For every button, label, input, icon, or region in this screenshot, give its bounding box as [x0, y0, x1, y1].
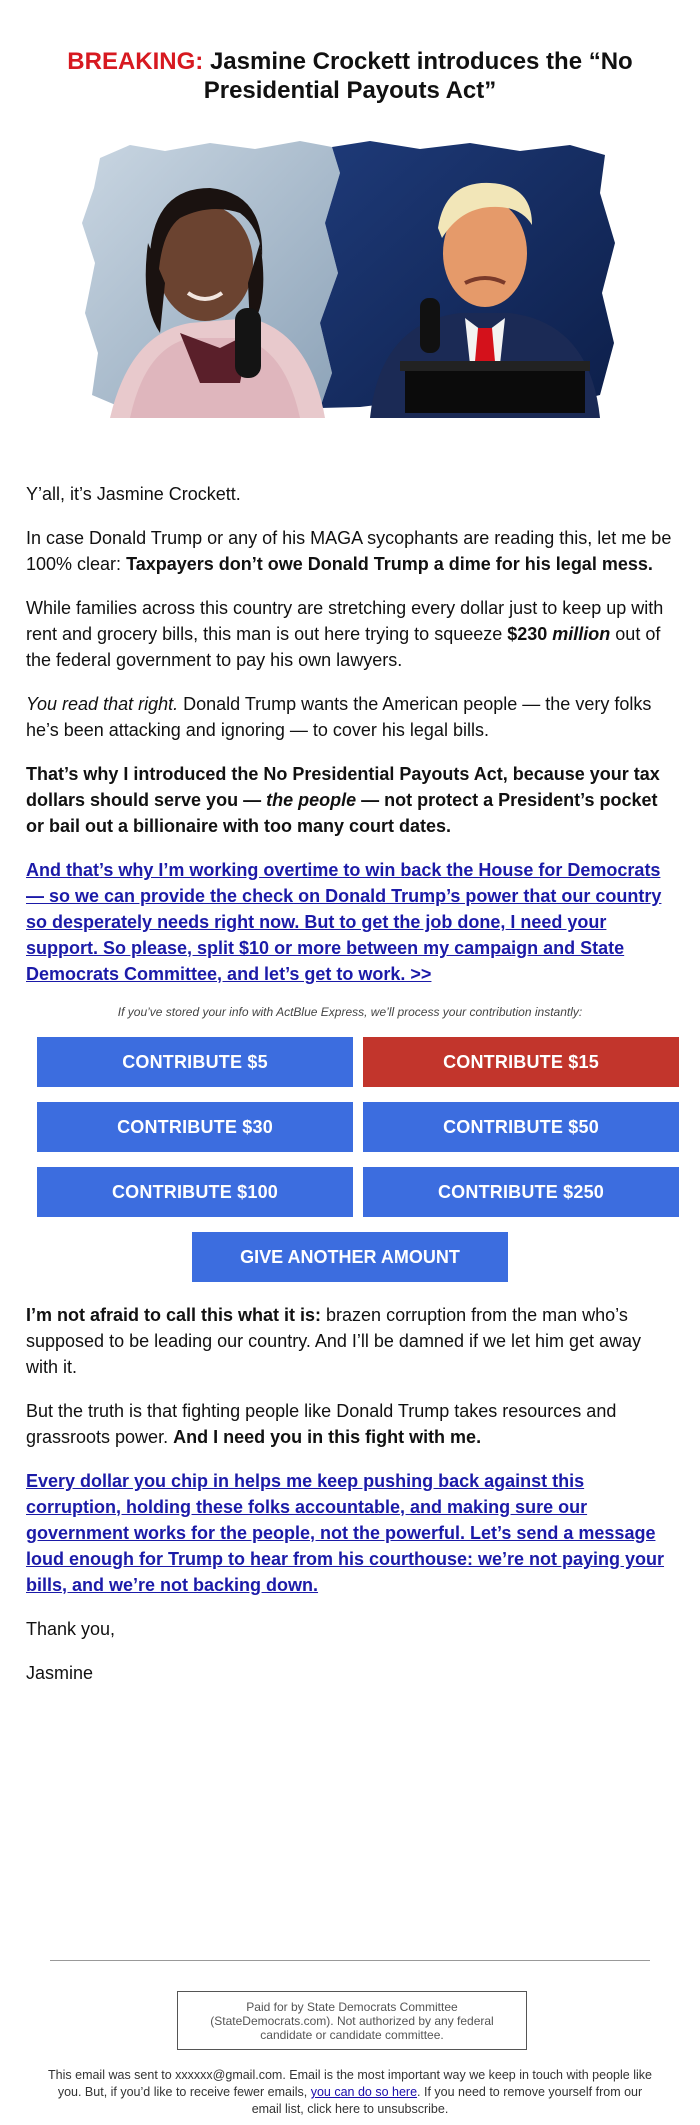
contribute-50-button[interactable]: CONTRIBUTE $50	[363, 1102, 679, 1152]
contribute-250-button[interactable]: CONTRIBUTE $250	[363, 1167, 679, 1217]
paragraph-clear-bold: Taxpayers don’t owe Donald Trump a dime for his legal mess.	[126, 554, 653, 574]
paragraph-act-people: the people	[266, 790, 357, 810]
actblue-note: If you’ve stored your info with ActBlue Express, we’ll process your contribution instantly:	[117, 1005, 583, 1019]
hero-collage	[70, 133, 630, 423]
paragraph-house-link	[26, 857, 674, 987]
paragraph-act-a: That’s why I introduced the No Presidential Payouts Act, because your tax dollars should serve you —	[26, 764, 660, 810]
paragraph-families-text: While families across this country are stretching every dollar just to keep up with rent and grocery bills, this man is out here trying to squeeze	[26, 598, 664, 644]
paragraph-act-c: — not protect a President’s pocket or bail out a billionaire with too many court dates.	[26, 790, 658, 836]
disclaimer-line-1: Paid for by State Democrats Committee	[246, 2000, 458, 2014]
paragraph-every-dollar	[26, 1468, 674, 1598]
paragraph-corruption	[26, 1302, 674, 1380]
paragraph-resources-text: But the truth is that fighting people like Donald Trump takes resources and grassroots power.	[26, 1401, 617, 1447]
paragraph-families	[26, 595, 674, 673]
headline-text: Jasmine Crockett introduces the “No Presidential Payouts Act”	[203, 48, 633, 104]
footer-text	[48, 2067, 652, 2118]
paragraph-resources	[26, 1398, 674, 1450]
amount-million: million	[552, 624, 611, 644]
message-body	[26, 481, 674, 987]
paragraph-read-right-italic: You read that right.	[26, 694, 179, 714]
contribute-15-button[interactable]: CONTRIBUTE $15	[363, 1037, 679, 1087]
paragraph-signature: Jasmine	[26, 1663, 94, 1683]
paid-for-disclaimer	[177, 1991, 527, 2050]
donate-link-every-dollar[interactable]: Every dollar you chip in helps me keep pushing back against this corruption, holding these folks accountable, and making sure our government works for the people, not the powerful. Let’s send a message loud enough for Trump to hear from his courthouse: we’re not paying your bills, and we’re not backing down.	[26, 1471, 665, 1595]
paragraph-read-right-text: Donald Trump wants the American people — the very folks he’s been attacking and ignoring — to cover his legal bills.	[26, 694, 652, 740]
disclaimer-line-3: candidate or candidate committee.	[260, 2028, 444, 2042]
paragraph-corruption-text: brazen corruption from the man who’s supposed to be leading our country. And I’ll be damned if we let him get away with it.	[26, 1305, 642, 1377]
contribute-30-button[interactable]: CONTRIBUTE $30	[37, 1102, 353, 1152]
contribution-buttons	[37, 1037, 700, 1217]
email-page	[0, 47, 700, 2116]
footer-sent-a: This email was sent to	[48, 2068, 176, 2082]
paragraph-act	[26, 761, 674, 839]
hero-image[interactable]	[70, 133, 630, 423]
contribute-5-button[interactable]: CONTRIBUTE $5	[37, 1037, 353, 1087]
disclaimer-line-2: (StateDemocrats.com). Not authorized by any federal	[210, 2014, 494, 2028]
paragraph-corruption-bold: I’m not afraid to call this what it is:	[26, 1305, 322, 1325]
paragraph-families-end: out of the federal government to pay his own lawyers.	[26, 624, 661, 670]
footer-sent-b: . Email is the most important way we keep in touch with people like you. But, if you’d like to receive fewer emails,	[57, 2068, 652, 2099]
paragraph-resources-bold: And I need you in this fight with me.	[173, 1427, 482, 1447]
donate-link-house[interactable]: And that’s why I’m working overtime to win back the House for Democrats — so we can provide the check on Donald Trump’s power that our country so desperately needs right now. But to get the job done, I need your support. So please, split $10 or more between my campaign and State Democrats Committee, and let’s get to work. >>	[26, 860, 662, 984]
fewer-emails-link[interactable]: you can do so here	[310, 2085, 418, 2099]
footer-unsubscribe-text[interactable]: . If you need to remove yourself from our email list, click here to unsubscribe.	[251, 2085, 643, 2116]
message-body-2	[26, 1302, 674, 1686]
contribute-100-button[interactable]: CONTRIBUTE $100	[37, 1167, 353, 1217]
recipient-email: xxxxxx@gmail.com	[175, 2068, 283, 2082]
amount-230: $230	[507, 624, 553, 644]
give-another-amount-button[interactable]: GIVE ANOTHER AMOUNT	[192, 1232, 508, 1282]
paragraph-clear-text: In case Donald Trump or any of his MAGA sycophants are reading this, let me be 100% clear:	[26, 528, 672, 574]
paragraph-clear	[26, 525, 674, 577]
headline-breaking: BREAKING:	[67, 48, 204, 75]
paragraph-thanks: Thank you,	[26, 1619, 116, 1639]
headline	[40, 47, 660, 105]
paragraph-greeting: Y’all, it’s Jasmine Crockett.	[26, 484, 241, 504]
paragraph-read-right	[26, 691, 674, 743]
footer-divider	[50, 1960, 650, 1961]
